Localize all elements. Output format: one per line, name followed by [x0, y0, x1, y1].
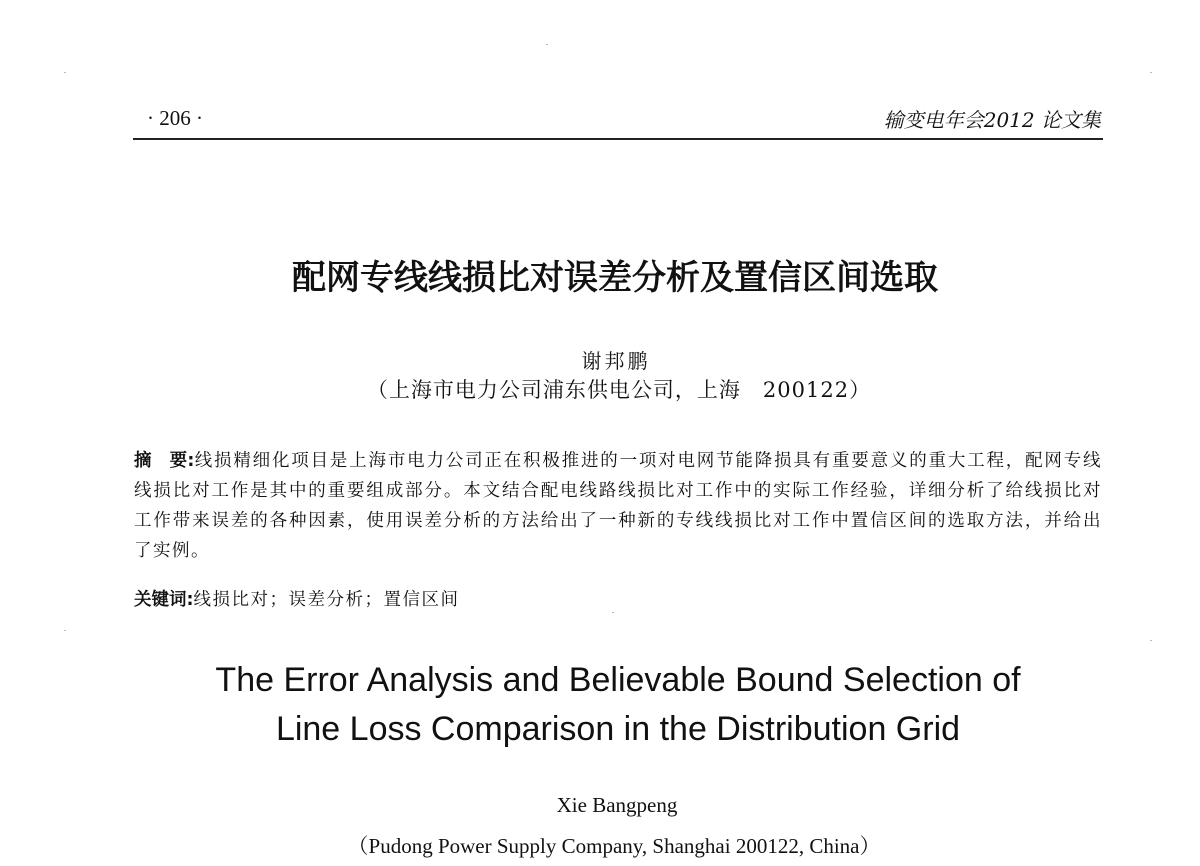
keywords-label: 关键词:: [134, 590, 194, 610]
paper-title-en-line1: The Error Analysis and Believable Bound Selection of: [215, 661, 1021, 699]
journal-name: 输变电年会2012 论文集: [883, 108, 1101, 132]
abstract-label: 摘 要:: [134, 451, 195, 471]
paper-title-en-line2: Line Loss Comparison in the Distribution Grid: [275, 710, 961, 748]
paper-title-cn: 配网专线线损比对误差分析及置信区间选取: [292, 258, 938, 298]
scan-speck: [612, 612, 614, 613]
keywords-text: 线损比对；误差分析；置信区间: [193, 590, 460, 610]
scan-speck: [64, 630, 66, 631]
page-number: · 206 ·: [147, 106, 203, 130]
affiliation-en: （Pudong Power Supply Company, Shanghai 200122, China）: [347, 834, 881, 858]
scan-speck: [1150, 72, 1152, 73]
running-header: [133, 104, 1103, 138]
paper-title-en: [0, 656, 1200, 754]
author-cn: 谢邦鹏: [581, 349, 651, 373]
scan-speck: [1150, 640, 1152, 641]
scan-speck: [64, 72, 66, 73]
keywords: [134, 585, 1102, 615]
scan-speck: [546, 44, 548, 45]
abstract: [134, 446, 1102, 566]
abstract-text: 线损精细化项目是上海市电力公司正在积极推进的一项对电网节能降损具有重要意义的重大工程，配网专线线损比对工作是其中的重要组成部分。本文结合配电线路线损比对工作中的实际工作经验，详细分析了给线损比对工作带来误差的各种因素，使用误差分析的方法给出了一种新的专线线损比对工作中置信区间的选取方法，并给出了实例。: [134, 451, 1103, 561]
author-en: Xie Bangpeng: [556, 793, 678, 817]
affiliation-cn: （上海市电力公司浦东供电公司，上海 200122）: [366, 378, 872, 402]
header-rule: [133, 138, 1103, 140]
